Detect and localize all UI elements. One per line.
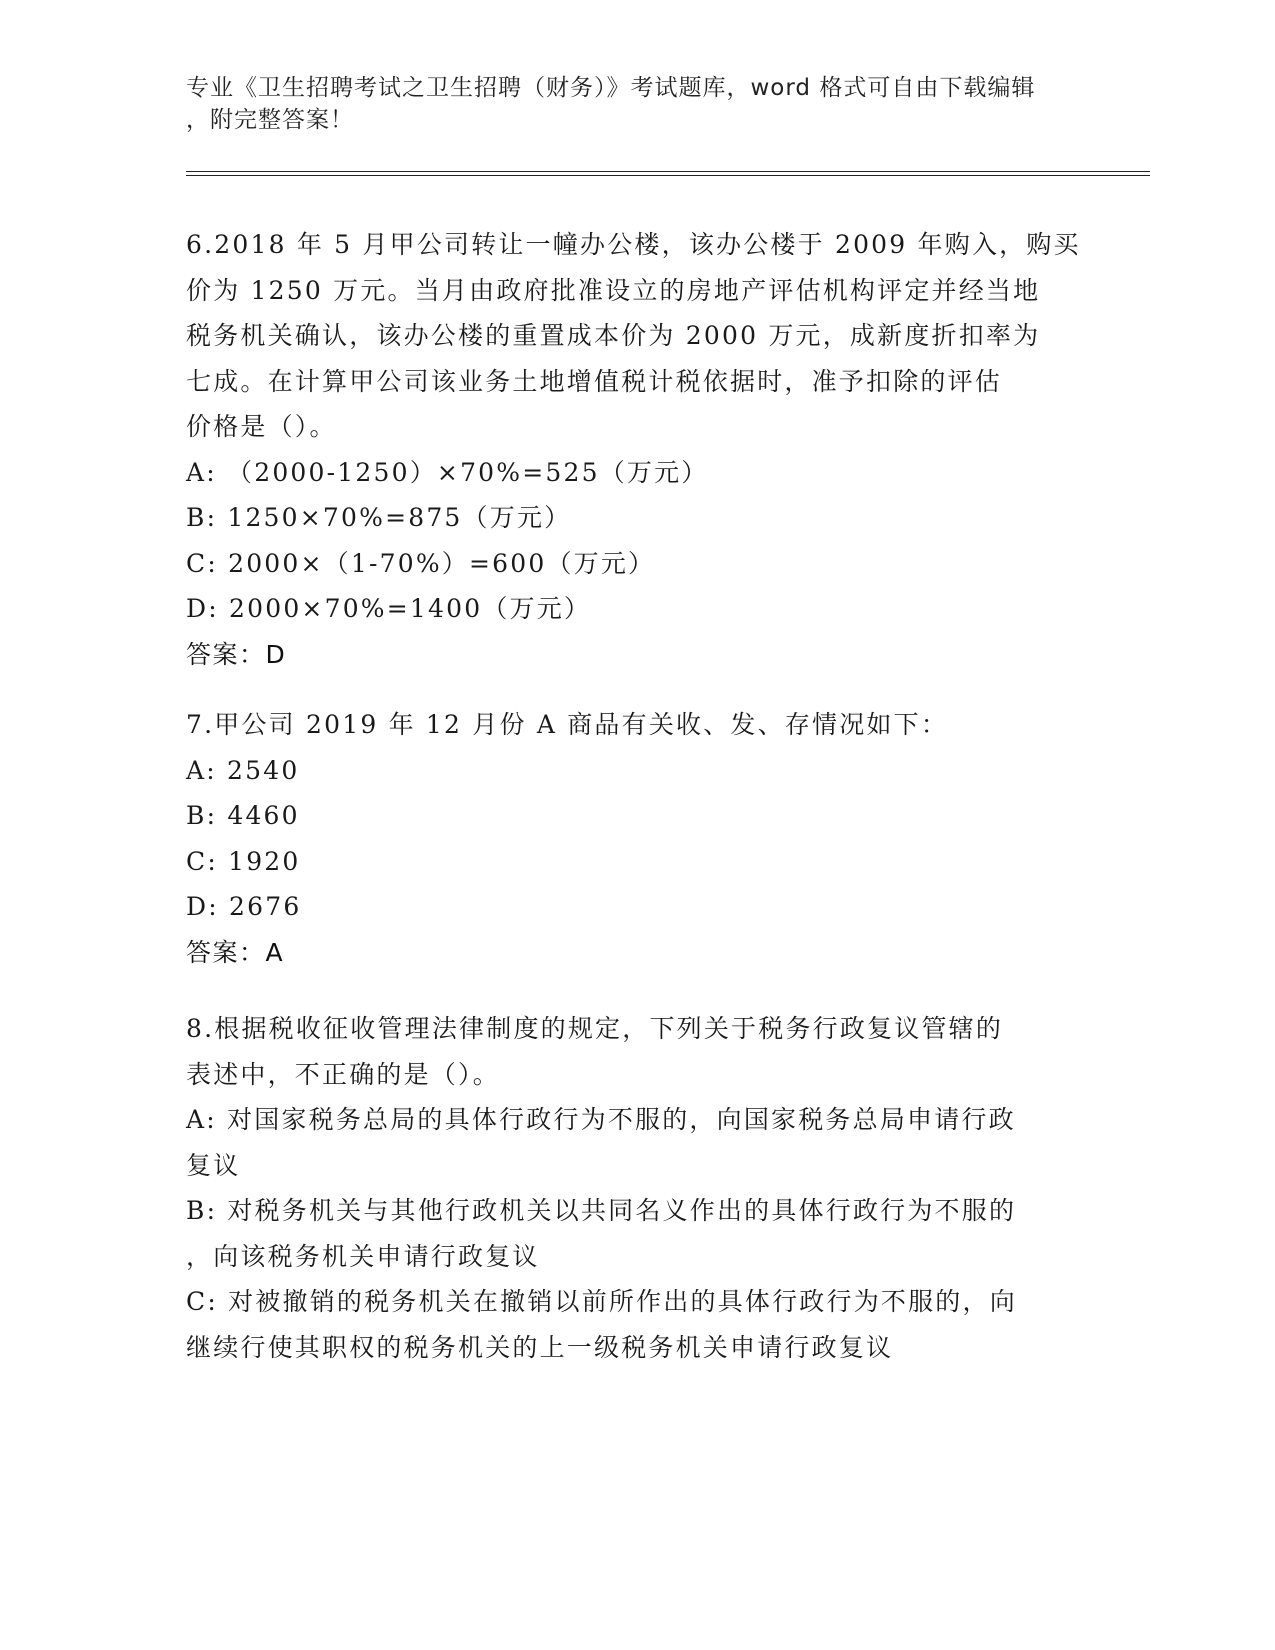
answer-label: 答案：D	[186, 639, 287, 669]
option-c: C: 2000×（1-70%）=600（万元）	[186, 548, 656, 578]
question-text-line: 8.根据税收征收管理法律制度的规定，下列关于税务行政复议管辖的	[186, 1014, 1004, 1043]
option-b-continued: ，向该税务机关申请行政复议	[186, 1241, 540, 1271]
question-text-line: 表述中，不正确的是（）。	[186, 1059, 500, 1089]
question-6	[186, 222, 1086, 677]
answer-label: 答案：A	[186, 937, 285, 967]
question-7	[186, 702, 1086, 975]
question-text-line: 价为 1250 万元。当月由政府批准设立的房地产评估机构评定并经当地	[186, 275, 1041, 305]
header-line-1: 专业《卫生招聘考试之卫生招聘（财务）》考试题库，word 格式可自由下载编辑	[186, 75, 1036, 101]
option-d: D: 2676	[186, 892, 302, 921]
option-c: C: 1920	[186, 846, 301, 876]
header-rule-top	[186, 171, 1150, 172]
option-c: C: 对被撤销的税务机关在撤销以前所作出的具体行政行为不服的，向	[186, 1287, 1017, 1316]
document-header	[186, 72, 1066, 136]
option-b: B: 对税务机关与其他行政机关以共同名义作出的具体行政行为不服的	[186, 1196, 1017, 1225]
question-text-line: 价格是（）。	[186, 412, 337, 441]
option-a: A: 2540	[186, 755, 300, 785]
option-d: D: 2000×70%=1400（万元）	[186, 594, 592, 623]
question-text-line: 6.2018 年 5 月甲公司转让一幢办公楼，该办公楼于 2009 年购入，购买	[186, 230, 1081, 259]
option-b: B: 4460	[186, 801, 300, 830]
question-text-line: 7.甲公司 2019 年 12 月份 A 商品有关收、发、存情况如下：	[186, 710, 949, 739]
option-a: A: 对国家税务总局的具体行政行为不服的，向国家税务总局申请行政	[186, 1105, 1016, 1134]
option-a: A: （2000-1250）×70%=525（万元）	[186, 457, 709, 487]
header-rule-bottom	[186, 175, 1150, 176]
option-a-continued: 复议	[186, 1150, 241, 1180]
header-line-2: ，附完整答案！	[186, 107, 354, 133]
question-text-line: 七成。在计算甲公司该业务土地增值税计税依据时，准予扣除的评估	[186, 366, 1003, 396]
question-text-line: 税务机关确认，该办公楼的重置成本价为 2000 万元，成新度折扣率为	[186, 321, 1041, 350]
question-8	[186, 1006, 1086, 1370]
option-b: B: 1250×70%=875（万元）	[186, 503, 572, 532]
option-c-continued: 继续行使其职权的税务机关的上一级税务机关申请行政复议	[186, 1332, 894, 1362]
